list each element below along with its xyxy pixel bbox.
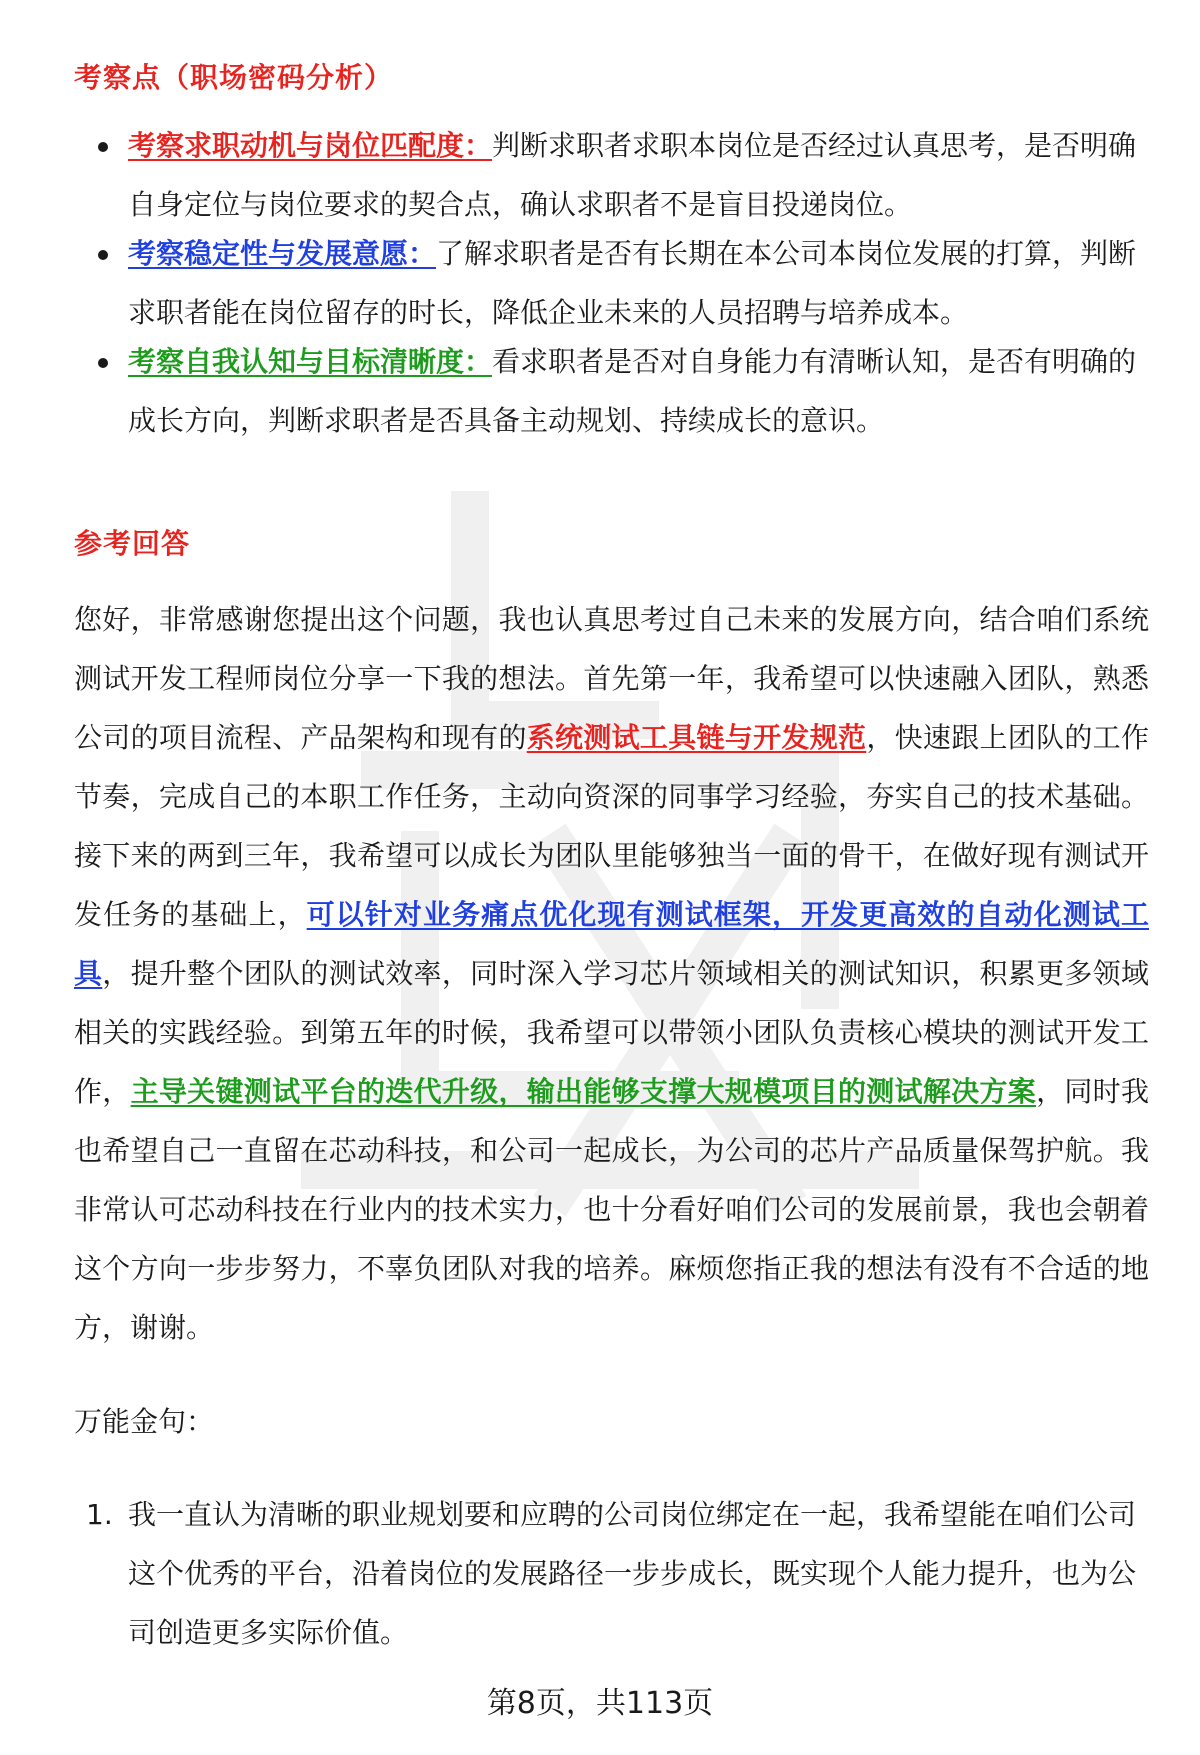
answer-text: ，提升整个团队的测试效率，同时深入学习芯片领域相关的测试知识，积累更多领域相关的实践经验。到第五年的时候，我希望可以带领小团队负责核心模块的测试开发工作，: [74, 957, 1149, 1108]
page-number: 第8页，共113页: [486, 1686, 714, 1721]
answer-highlight: 可以针对业务痛点优化现有测试框架，开发更高效的自动化测试工具: [74, 898, 1149, 990]
list-number: 1.: [86, 1498, 113, 1531]
assessment-bullet-3: [128, 332, 1143, 450]
bullet-text: 看求职者是否对自身能力有清晰认知，是否有明确的成长方向，判断求职者是否具备主动规划、持续成长的意识。: [128, 345, 1137, 437]
bullet-dot: [98, 250, 108, 260]
answer-text: ，快速跟上团队的工作节奏，完成自己的本职工作任务，主动向资深的同事学习经验，夯实自己的技术基础。接下来的两到三年，我希望可以成长为团队里能够独当一面的骨干，在做好现有测试开发任务的基础上，: [74, 721, 1149, 931]
bullet-text: 判断求职者求职本岗位是否经过认真思考，是否明确自身定位与岗位要求的契合点，确认求职者不是盲目投递岗位。: [128, 129, 1137, 221]
bullet-highlight: 考察求职动机与岗位匹配度：: [128, 129, 493, 162]
section-title-assessment: 考察点（职场密码分析）: [74, 61, 394, 94]
assessment-bullet-1: [128, 116, 1143, 234]
bullet-highlight: 考察稳定性与发展意愿：: [128, 237, 437, 270]
golden-sentence-label: 万能金句：: [74, 1405, 215, 1438]
list-item-text: 我一直认为清晰的职业规划要和应聘的公司岗位绑定在一起，我希望能在咱们公司这个优秀的平台，沿着岗位的发展路径一步步成长，既实现个人能力提升，也为公司创造更多实际价值。: [128, 1498, 1137, 1649]
golden-sentence-item: [86, 1485, 1143, 1662]
answer-highlight: 主导关键测试平台的迭代升级，输出能够支撑大规模项目的测试解决方案: [130, 1075, 1037, 1108]
answer-text: ，同时我也希望自己一直留在芯动科技，和公司一起成长，为公司的芯片产品质量保驾护航。我非常认可芯动科技在行业内的技术实力，也十分看好咱们公司的发展前景，我也会朝着这个方向一步步努力，不辜负团队对我的培养。麻烦您指正我的想法有没有不合适的地方，谢谢。: [74, 1075, 1149, 1344]
bullet-highlight: 考察自我认知与目标清晰度：: [128, 345, 493, 378]
reference-answer-paragraph: [74, 590, 1149, 1357]
bullet-dot: [98, 358, 108, 368]
bullet-dot: [98, 142, 108, 152]
bullet-text: 了解求职者是否有长期在本公司本岗位发展的打算，判断求职者能在岗位留存的时长，降低企业未来的人员招聘与培养成本。: [128, 237, 1137, 329]
section-title-reference-answer: 参考回答: [74, 527, 191, 560]
answer-highlight: 系统测试工具链与开发规范: [526, 721, 867, 754]
assessment-bullet-2: [128, 224, 1143, 342]
answer-text: 您好，非常感谢您提出这个问题，我也认真思考过自己未来的发展方向，结合咱们系统测试开发工程师岗位分享一下我的想法。首先第一年，我希望可以快速融入团队，熟悉公司的项目流程、产品架构和现有的: [74, 603, 1149, 754]
